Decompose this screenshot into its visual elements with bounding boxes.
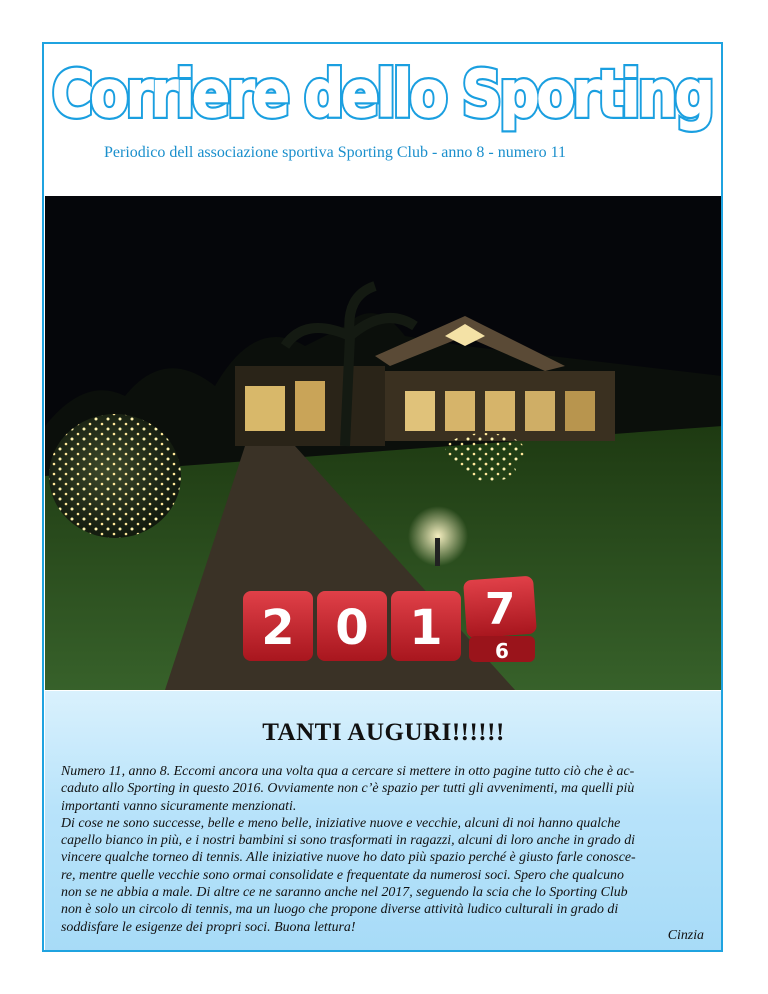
- greeting-section: [45, 691, 722, 952]
- year-digit-old: 6: [495, 639, 509, 663]
- article-line: non se ne abbia a male. Di altre ce ne saranno anche nel 2017, seguendo la scia che lo Sporting Club: [61, 885, 628, 901]
- cover-photo: [45, 196, 722, 690]
- article-line: re, mentre quelle vecchie sono ormai consolidate e frequentate da numerosi soci. Spero che qualcuno: [61, 867, 624, 883]
- article-line: Numero 11, anno 8. Eccomi ancora una volta qua a cercare si mettere in otto pagine tutto ciò che è ac-: [61, 764, 635, 779]
- signature: Cinzia: [667, 928, 704, 943]
- article-line: non è solo un circolo di tennis, ma un luogo che propone diverse attività ludico culturali in grado di: [61, 902, 619, 918]
- christmas-light-bush: [49, 414, 181, 538]
- cover-frame: [42, 42, 723, 952]
- masthead-subtitle: Periodico dell associazione sportiva Sporting Club - anno 8 - numero 11: [104, 144, 566, 161]
- article-line: importanti vanno sicuramente menzionati.: [61, 798, 297, 814]
- article-line: capello bianco in più, e i nostri bambini si sono trasformati in ragazzi, alcuni di loro anche in grado di: [61, 833, 636, 849]
- masthead-title-inline: Corriere dello Sporting: [52, 58, 712, 132]
- article-line: soddisfare le esigenze dei propri soci. Buona lettura!: [61, 919, 356, 935]
- year-digit-3: 1: [409, 600, 443, 656]
- masthead-title: Corriere dello Sporting: [52, 58, 712, 132]
- editorial-text: [61, 763, 709, 936]
- article-line: vincere qualche torneo di tennis. Alle iniziative nuove ho dato più spazio perché è giusto farle conosce-: [61, 850, 636, 866]
- year-digit-1: 2: [261, 600, 295, 656]
- article-line: Di cose ne sono successe, belle e meno belle, iniziative nuove e vecchie, alcuni di noi hanno qualche: [61, 815, 621, 831]
- year-digit-2: 0: [335, 600, 369, 656]
- headline: TANTI AUGURI!!!!!!: [262, 719, 505, 746]
- masthead: [44, 44, 721, 194]
- year-digit-new: 7: [484, 584, 516, 635]
- masthead-title-graphic: [44, 46, 721, 136]
- article-line: caduto allo Sporting in questo 2016. Ovviamente non c’è spazio per tutti gli avvenimenti, ma quelli più: [61, 781, 635, 797]
